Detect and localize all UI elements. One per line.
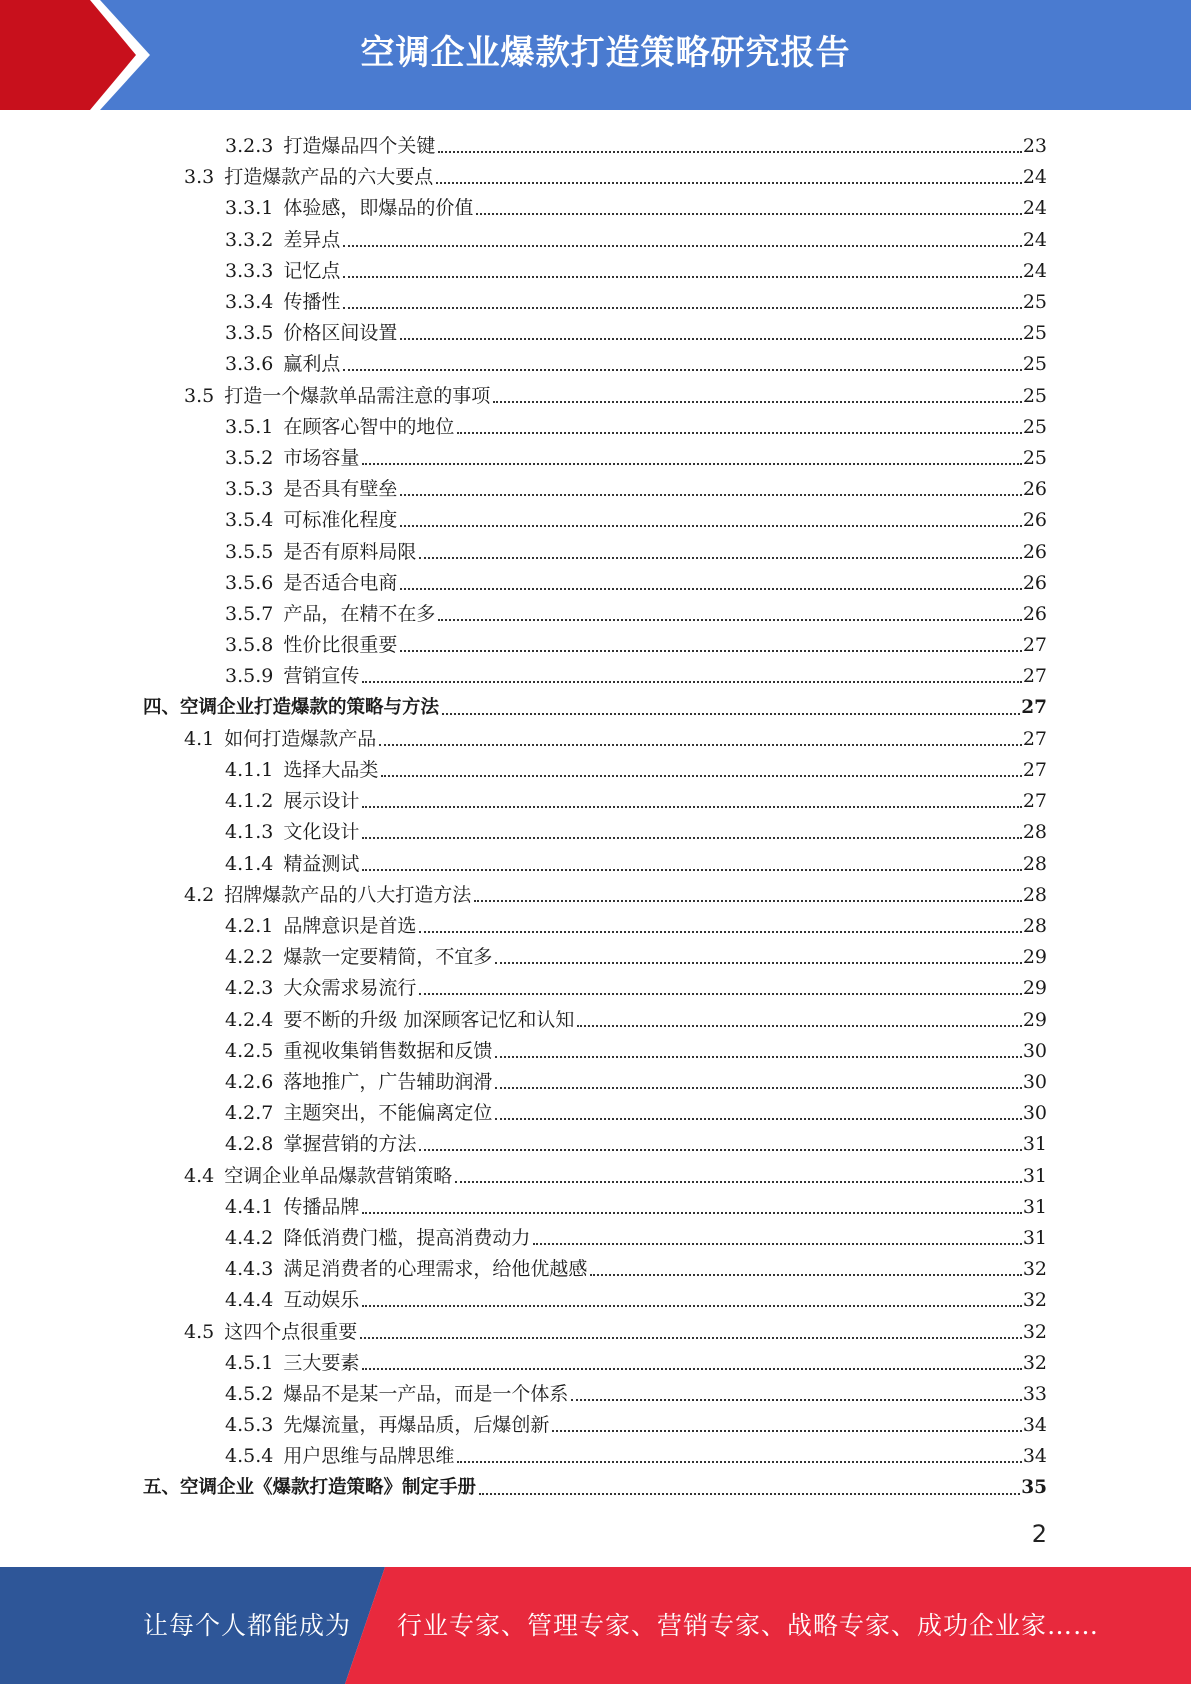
toc-entry[interactable] — [225, 283, 1047, 314]
toc-entry-page: 26 — [1022, 540, 1047, 563]
toc-entry[interactable] — [225, 1406, 1047, 1437]
toc-entry-number: 4.2.5 — [225, 1039, 274, 1062]
toc-entry[interactable] — [184, 377, 1047, 408]
toc-entry[interactable] — [225, 657, 1047, 688]
toc-dot-leader — [400, 494, 1021, 496]
toc-entry-page: 30 — [1022, 1071, 1047, 1093]
toc-entry-page: 28 — [1022, 883, 1047, 906]
toc-dot-leader — [495, 1087, 1021, 1089]
report-title: 空调企业爆款打造策略研究报告 — [360, 33, 851, 73]
toc-entry-title: 是否具有壁垒 — [283, 478, 398, 501]
toc-dot-leader — [436, 182, 1022, 184]
toc-dot-leader — [457, 432, 1021, 434]
toc-entry-title: 可标准化程度 — [283, 509, 398, 532]
toc-entry[interactable] — [225, 595, 1047, 626]
toc-entry[interactable] — [225, 1250, 1047, 1281]
toc-dot-leader — [571, 1399, 1021, 1401]
toc-entry-number: 4.5.2 — [225, 1383, 274, 1405]
toc-entry-title: 记忆点 — [283, 259, 341, 282]
toc-entry[interactable] — [184, 1157, 1047, 1188]
toc-dot-leader — [362, 681, 1021, 683]
toc-entry-page: 35 — [1021, 1476, 1047, 1498]
toc-entry[interactable] — [184, 158, 1047, 189]
toc-entry-page: 30 — [1022, 1039, 1047, 1062]
toc-entry[interactable] — [225, 969, 1047, 1000]
toc-dot-leader — [552, 1430, 1021, 1432]
toc-entry[interactable] — [225, 189, 1047, 220]
toc-entry-number: 4.2.8 — [225, 1133, 274, 1156]
toc-entry[interactable] — [225, 626, 1047, 657]
toc-entry-title: 互动娱乐 — [283, 1289, 360, 1312]
toc-dot-leader — [457, 1461, 1021, 1463]
toc-entry-page: 26 — [1022, 478, 1047, 501]
toc-entry-title: 空调企业单品爆款营销策略 — [224, 1164, 453, 1187]
toc-entry[interactable] — [225, 439, 1047, 470]
toc-dot-leader — [495, 1056, 1021, 1058]
toc-entry-number: 4.5 — [184, 1320, 215, 1343]
toc-entry-number: 4.2.1 — [225, 915, 274, 937]
toc-entry-page: 25 — [1022, 384, 1047, 407]
toc-entry-page: 24 — [1022, 228, 1047, 251]
toc-entry-number: 3.5.4 — [225, 509, 274, 532]
toc-entry-page: 29 — [1022, 1008, 1047, 1031]
toc-entry[interactable] — [225, 1437, 1047, 1468]
toc-dot-leader — [362, 869, 1021, 871]
toc-dot-leader — [379, 744, 1022, 746]
toc-entry-page: 31 — [1022, 1195, 1047, 1218]
toc-entry-number: 4.2 — [184, 883, 215, 906]
toc-entry[interactable] — [225, 845, 1047, 876]
toc-entry-title: 体验感，即爆品的价值 — [283, 197, 474, 220]
toc-entry[interactable] — [225, 813, 1047, 844]
toc-entry-number: 4.4.4 — [225, 1289, 274, 1312]
toc-entry-page: 32 — [1022, 1320, 1047, 1343]
footer-slogan-left: 让每个人都能成为 — [143, 1611, 352, 1640]
toc-dot-leader — [362, 1212, 1021, 1214]
toc-entry-page: 29 — [1022, 977, 1047, 1000]
toc-entry-page: 28 — [1022, 852, 1047, 875]
toc-entry-page: 32 — [1022, 1351, 1047, 1374]
toc-entry-page: 32 — [1022, 1289, 1047, 1312]
toc-entry-page: 25 — [1022, 291, 1047, 313]
toc-entry[interactable] — [225, 221, 1047, 252]
toc-dot-leader — [343, 245, 1021, 247]
toc-entry-number: 3.3.3 — [225, 259, 274, 282]
toc-entry-page: 25 — [1022, 447, 1047, 469]
toc-dot-leader — [343, 307, 1021, 309]
toc-entry-title: 市场容量 — [283, 447, 360, 469]
toc-entry-number: 4.4.3 — [225, 1258, 274, 1281]
toc-entry-title: 是否有原料局限 — [283, 540, 417, 563]
toc-entry-number: 3.5.5 — [225, 540, 274, 563]
toc-entry[interactable] — [225, 533, 1047, 564]
toc-entry-page: 34 — [1022, 1414, 1047, 1437]
toc-entry[interactable] — [184, 876, 1047, 907]
toc-entry-title: 掌握营销的方法 — [283, 1133, 417, 1156]
toc-dot-leader — [590, 1274, 1021, 1276]
toc-dot-leader — [438, 151, 1021, 153]
toc-entry[interactable] — [225, 907, 1047, 938]
toc-entry[interactable] — [225, 1032, 1047, 1063]
toc-entry-number: 3.3.1 — [225, 197, 274, 220]
toc-entry-title: 传播性 — [283, 291, 341, 313]
toc-entry-title: 打造爆款产品的六大要点 — [224, 166, 434, 189]
toc-entry[interactable] — [225, 470, 1047, 501]
toc-entry-number: 3.5.9 — [225, 665, 274, 688]
toc-entry-title: 精益测试 — [283, 852, 360, 875]
toc-entry[interactable] — [225, 1125, 1047, 1156]
toc-entry-title: 文化设计 — [283, 821, 360, 844]
toc-entry-title: 招牌爆款产品的八大打造方法 — [224, 883, 472, 906]
toc-dot-leader — [362, 837, 1021, 839]
toc-entry[interactable] — [143, 689, 1047, 720]
toc-entry-number: 4.2.3 — [225, 977, 274, 1000]
toc-dot-leader — [476, 213, 1021, 215]
toc-dot-leader — [493, 401, 1022, 403]
toc-dot-leader — [381, 775, 1021, 777]
toc-entry-title: 重视收集销售数据和反馈 — [283, 1039, 493, 1062]
toc-entry-number: 3.3.4 — [225, 291, 274, 313]
toc-entry[interactable] — [225, 938, 1047, 969]
toc-entry-number: 3.3 — [184, 166, 215, 189]
toc-entry-title: 赢利点 — [283, 353, 341, 376]
toc-entry-page: 25 — [1022, 415, 1047, 438]
toc-dot-leader — [495, 962, 1021, 964]
toc-dot-leader — [419, 931, 1021, 933]
toc-entry[interactable] — [225, 501, 1047, 532]
toc-entry[interactable] — [143, 1469, 1047, 1500]
toc-entry[interactable] — [225, 1219, 1047, 1250]
toc-entry-number: 4.2.7 — [225, 1102, 274, 1125]
toc-entry-title: 营销宣传 — [283, 665, 360, 688]
toc-entry-page: 27 — [1022, 634, 1047, 657]
toc-entry-title: 是否适合电商 — [283, 571, 398, 594]
toc-entry-number: 3.5.3 — [225, 478, 274, 501]
toc-dot-leader — [343, 276, 1021, 278]
toc-dot-leader — [419, 993, 1021, 995]
toc-entry-number: 四、 — [143, 696, 181, 718]
toc-entry[interactable] — [225, 252, 1047, 283]
toc-entry-page: 27 — [1021, 696, 1047, 718]
toc-entry-title: 落地推广，广告辅助润滑 — [283, 1071, 493, 1093]
toc-entry-number: 3.2.3 — [225, 135, 274, 157]
toc-entry-title: 性价比很重要 — [283, 634, 398, 657]
toc-dot-leader — [400, 338, 1021, 340]
toc-entry-number: 3.3.5 — [225, 322, 274, 345]
toc-entry-title: 差异点 — [283, 228, 341, 251]
toc-entry[interactable] — [225, 564, 1047, 595]
toc-entry-page: 24 — [1022, 259, 1047, 282]
toc-dot-leader — [362, 806, 1021, 808]
toc-dot-leader — [400, 588, 1021, 590]
toc-entry[interactable] — [225, 1188, 1047, 1219]
toc-entry-number: 4.5.3 — [225, 1414, 274, 1437]
toc-entry-title: 空调企业打造爆款的策略与方法 — [180, 696, 440, 718]
footer-slogan-right: 行业专家、管理专家、营销专家、战略专家、成功企业家…… — [397, 1611, 1100, 1640]
toc-entry-number: 4.2.6 — [225, 1071, 274, 1093]
toc-entry-page: 27 — [1022, 759, 1047, 781]
toc-entry-number: 3.5 — [184, 384, 215, 407]
header-red-arrow-decoration — [0, 0, 150, 110]
toc-entry-page: 26 — [1022, 571, 1047, 594]
toc-dot-leader — [419, 1149, 1021, 1151]
toc-entry-number: 4.4 — [184, 1164, 215, 1187]
toc-dot-leader — [362, 1305, 1021, 1307]
toc-entry-page: 31 — [1022, 1227, 1047, 1249]
toc-entry-title: 满足消费者的心理需求，给他优越感 — [283, 1258, 588, 1281]
toc-entry-page: 28 — [1022, 821, 1047, 844]
toc-entry-page: 33 — [1022, 1383, 1047, 1405]
page-number: 2 — [1031, 1520, 1047, 1548]
toc-dot-leader — [419, 557, 1021, 559]
toc-entry-number: 4.5.4 — [225, 1445, 274, 1468]
toc-entry-title: 先爆流量，再爆品质，后爆创新 — [283, 1414, 550, 1437]
toc-entry-number: 3.5.1 — [225, 415, 274, 438]
toc-dot-leader — [362, 463, 1021, 465]
toc-entry-title: 三大要素 — [283, 1351, 360, 1374]
toc-entry-title: 这四个点很重要 — [224, 1320, 358, 1343]
toc-entry[interactable] — [225, 1281, 1047, 1312]
toc-dot-leader — [400, 525, 1021, 527]
toc-entry-title: 选择大品类 — [283, 759, 379, 781]
toc-entry[interactable] — [225, 408, 1047, 439]
toc-entry-page: 25 — [1022, 322, 1047, 345]
toc-entry-page: 30 — [1022, 1102, 1047, 1125]
toc-entry-title: 如何打造爆款产品 — [224, 727, 377, 750]
toc-entry-page: 25 — [1022, 353, 1047, 376]
toc-dot-leader — [577, 1025, 1021, 1027]
toc-dot-leader — [455, 1181, 1022, 1183]
toc-entry-number: 4.2.2 — [225, 946, 274, 969]
toc-dot-leader — [479, 1493, 1020, 1495]
toc-entry-page: 32 — [1022, 1258, 1047, 1281]
toc-entry[interactable] — [225, 345, 1047, 376]
toc-entry-page: 24 — [1022, 166, 1047, 189]
toc-entry-number: 4.4.1 — [225, 1195, 274, 1218]
toc-dot-leader — [438, 619, 1021, 621]
toc-entry-page: 34 — [1022, 1445, 1047, 1468]
toc-entry-title: 打造一个爆款单品需注意的事项 — [224, 384, 491, 407]
toc-entry-title: 爆品不是某一产品，而是一个体系 — [283, 1383, 569, 1405]
toc-entry-page: 26 — [1022, 603, 1047, 625]
toc-entry-number: 3.3.2 — [225, 228, 274, 251]
toc-entry[interactable] — [225, 1001, 1047, 1032]
page-header — [0, 0, 1191, 110]
toc-entry[interactable] — [184, 720, 1047, 751]
toc-entry-number: 4.1.4 — [225, 852, 274, 875]
toc-entry[interactable] — [225, 782, 1047, 813]
toc-entry-title: 爆款一定要精简，不宜多 — [283, 946, 493, 969]
toc-entry-number: 4.5.1 — [225, 1351, 274, 1374]
toc-dot-leader — [533, 1243, 1021, 1245]
toc-entry-title: 要不断的升级 加深顾客记忆和认知 — [283, 1008, 575, 1031]
toc-entry-number: 3.5.7 — [225, 603, 274, 625]
toc-entry-title: 产品，在精不在多 — [283, 603, 436, 625]
toc-entry-page: 28 — [1022, 915, 1047, 937]
page-footer — [0, 1567, 1191, 1684]
toc-entry-number: 3.5.2 — [225, 447, 274, 469]
toc-entry-number: 4.1.2 — [225, 790, 274, 813]
toc-entry-page: 27 — [1022, 790, 1047, 813]
toc-entry-title: 在顾客心智中的地位 — [283, 415, 455, 438]
toc-entry-title: 用户思维与品牌思维 — [283, 1445, 455, 1468]
toc-entry-title: 传播品牌 — [283, 1195, 360, 1218]
toc-entry-title: 主题突出，不能偏离定位 — [283, 1102, 493, 1125]
toc-entry-page: 26 — [1022, 509, 1047, 532]
toc-entry-number: 3.5.6 — [225, 571, 274, 594]
toc-entry[interactable] — [225, 1094, 1047, 1125]
toc-entry-page: 27 — [1022, 727, 1047, 750]
toc-dot-leader — [442, 713, 1020, 715]
toc-entry[interactable] — [184, 1313, 1047, 1344]
toc-entry-number: 五、 — [143, 1476, 181, 1498]
toc-entry-number: 4.1.1 — [225, 759, 274, 781]
toc-entry-page: 24 — [1022, 197, 1047, 220]
toc-dot-leader — [400, 650, 1021, 652]
toc-entry-title: 大众需求易流行 — [283, 977, 417, 1000]
toc-dot-leader — [343, 369, 1021, 371]
toc-entry-page: 31 — [1022, 1164, 1047, 1187]
toc-entry[interactable] — [225, 314, 1047, 345]
toc-entry-number: 4.1 — [184, 727, 215, 750]
toc-dot-leader — [474, 900, 1022, 902]
toc-entry[interactable] — [225, 1375, 1047, 1406]
toc-entry[interactable] — [225, 1063, 1047, 1094]
toc-entry-number: 3.3.6 — [225, 353, 274, 376]
toc-dot-leader — [362, 1368, 1021, 1370]
toc-entry-title: 价格区间设置 — [283, 322, 398, 345]
toc-entry-title: 降低消费门槛，提高消费动力 — [283, 1227, 531, 1249]
toc-dot-leader — [360, 1337, 1022, 1339]
toc-entry-title: 空调企业《爆款打造策略》制定手册 — [180, 1476, 477, 1498]
toc-entry-number: 3.5.8 — [225, 634, 274, 657]
toc-entry[interactable] — [225, 751, 1047, 782]
toc-entry-title: 品牌意识是首选 — [283, 915, 417, 937]
toc-entry-page: 31 — [1022, 1133, 1047, 1156]
toc-entry-number: 4.1.3 — [225, 821, 274, 844]
toc-entry[interactable] — [225, 127, 1047, 158]
toc-entry-title: 打造爆品四个关键 — [283, 135, 436, 157]
toc-entry-title: 展示设计 — [283, 790, 360, 813]
toc-entry-page: 27 — [1022, 665, 1047, 688]
toc-entry-page: 29 — [1022, 946, 1047, 969]
toc-entry[interactable] — [225, 1344, 1047, 1375]
toc-entry-page: 23 — [1022, 135, 1047, 157]
toc-entry-number: 4.4.2 — [225, 1227, 274, 1249]
toc-dot-leader — [495, 1118, 1021, 1120]
toc-entry-number: 4.2.4 — [225, 1008, 274, 1031]
